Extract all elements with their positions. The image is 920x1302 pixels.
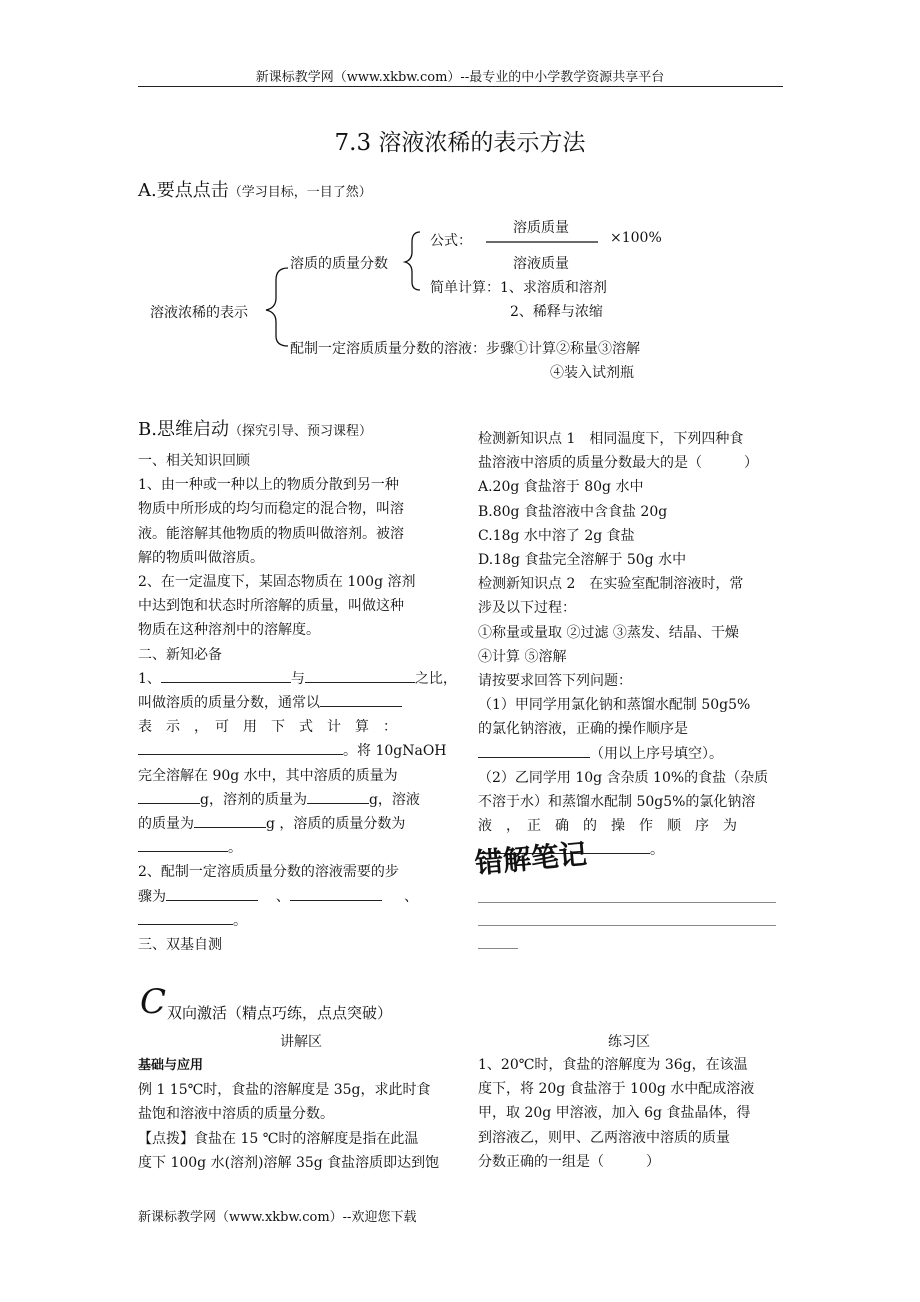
basics-subheading: 基础与应用 [138,1058,204,1073]
section-c-letter: C [140,982,167,1022]
blank-input[interactable] [161,667,291,683]
calc-line-2: 2、稀释与浓缩 [510,304,603,320]
blank-input[interactable] [305,667,415,683]
diagram-root: 溶液浓稀的表示 [150,305,248,321]
calc-line-1: 简单计算：1、求溶质和溶剂 [430,280,607,296]
big-brace [266,268,288,346]
small-brace [405,232,420,290]
practice-question-1: 1、20℃时，食盐的溶解度为 36g，在该温 [478,1057,748,1073]
option-d: D.18g 食盐完全溶解于 50g 水中 [478,552,687,569]
blank-input[interactable] [138,909,233,925]
review-heading: 一、相关知识回顾 [138,453,250,469]
new-knowledge-heading: 二、新知必备 [138,646,222,663]
explain-area-label: 讲解区 [280,1034,322,1050]
option-c: C.18g 水中溶了 2g 食盐 [478,527,635,544]
page-footer: 新课标教学网（www.xkbw.com）--欢迎您下载 [138,1210,417,1225]
error-notes-title: 错解笔记 [473,837,589,880]
formula-numerator: 溶质质量 [513,220,569,236]
section-c-heading: 双向激活（精点巧练，点点突破） [167,1004,393,1022]
diagram-branch-prepare: 配制一定溶质质量分数的溶液：步骤①计算②称量③溶解 [290,341,640,357]
option-b: B.80g 食盐溶液中含食盐 20g [478,503,668,520]
formula-denominator: 溶液质量 [513,256,569,272]
formula-times: ×100% [610,230,662,246]
formula-label: 公式： [430,233,472,249]
note-line[interactable] [478,902,776,903]
blank-input[interactable] [478,742,590,758]
blank-input[interactable] [138,739,343,755]
blank-input[interactable] [138,836,228,852]
note-line[interactable] [478,948,518,949]
option-a: A.20g 食盐溶于 80g 水中 [478,479,644,496]
diagram-branch-prepare-cont: ④装入试剂瓶 [550,365,634,381]
practice-column: 1、20℃时，食盐的溶解度为 36g，在该温 度下，将 20g 食盐溶于 100g 水中配成溶液 甲，取 20g 甲溶液，加入 6g 食盐晶体，得 到溶液乙，则甲、乙两溶液中溶质的质量 分数正确的一组是（ ） [478,1053,783,1174]
left-column: 一、相关知识回顾 1、由一种或一种以上的物质分散到另一种 物质中所形成的均匀而稳定的混合物，叫溶 液。能溶解其他物质的物质叫做溶剂。被溶 解的物质叫做溶质。 2、在一定温度下，某固态物质在 100g 溶剂 中达到饱和状态时所溶解的质量，叫做这种 物质在这种溶剂中的溶解度。 二、新知必备 1、 与 之比， 叫做溶质的质量分数，通常以 表 示 ， 可 用 下 式 计 算 ： 。将 10gNaOH 完全溶解在 90g 水中，其中溶质的质量为 g，溶剂的质量为 g，溶液 的质量为 g ，溶质的质量分数为 。 2、配制一定溶质质量分数的溶液需要的步 骤为 、 、 。 三、双基自测 [138,449,443,957]
blank-input[interactable] [194,812,266,828]
question-2: 检测新知识点 2 在实验室配制溶液时，常 [478,576,744,593]
explain-column: 基础与应用 例 1 15℃时，食盐的溶解度是 35g，求此时食 盐饱和溶液中溶质的质量分数。 【点拨】食盐在 15 ℃时的溶解度是指在此温 度下 100g 水(溶剂)溶解 35g 食盐溶质即达到饱 [138,1054,443,1175]
example-1: 例 1 15℃时，食盐的溶解度是 35g，求此时食 [138,1082,431,1099]
diagram-branch-mass-fraction: 溶质的质量分数 [290,256,388,272]
practice-area-label: 练习区 [608,1034,650,1050]
self-test-heading: 三、双基自测 [138,937,222,954]
blank-input[interactable] [320,691,402,707]
page-header: 新课标教学网（www.xkbw.com）--最专业的中小学教学资源共享平台 [255,70,665,85]
blank-input[interactable] [166,885,258,901]
section-a-heading: A.要点点击（学习目标，一目了然） [138,180,372,201]
section-b-heading: B.思维启动（探究引导、预习课程） [138,419,372,440]
question-1: 检测新知识点 1 相同温度下，下列四种食 [478,431,744,447]
hint: 【点拨】食盐在 15 ℃时的溶解度是指在此温 [138,1130,419,1147]
page-title: 7.3 溶液浓稀的表示方法 [334,130,586,156]
note-line[interactable] [478,925,776,926]
blank-input[interactable] [307,788,369,804]
right-column: 检测新知识点 1 相同温度下，下列四种食 盐溶液中溶质的质量分数最大的是（ ） A.20g 食盐溶于 80g 水中 B.80g 食盐溶液中含食盐 20g C.18g 水中溶了 2g 食盐 D.18g 食盐完全溶解于 50g 水中 检测新知识点 2 在实验室配制溶液时，常 涉及以下过程： ①称量或量取 ②过滤 ③蒸发、结晶、干燥 ④计算 ⑤溶解 请按要求回答下列问题： （1）甲同学用氯化钠和蒸馏水配制 50g5% 的氯化钠溶液，正确的操作顺序是 （用以上序号填空）。 （2）乙同学用 10g 含杂质 10%的食盐（杂质 不溶于水）和蒸馏水配制 50g5%的氯化钠溶 液 ， 正 确 的 操 作 顺 序 为 。 [478,427,783,863]
blank-input[interactable] [138,788,200,804]
blank-input[interactable] [290,885,382,901]
